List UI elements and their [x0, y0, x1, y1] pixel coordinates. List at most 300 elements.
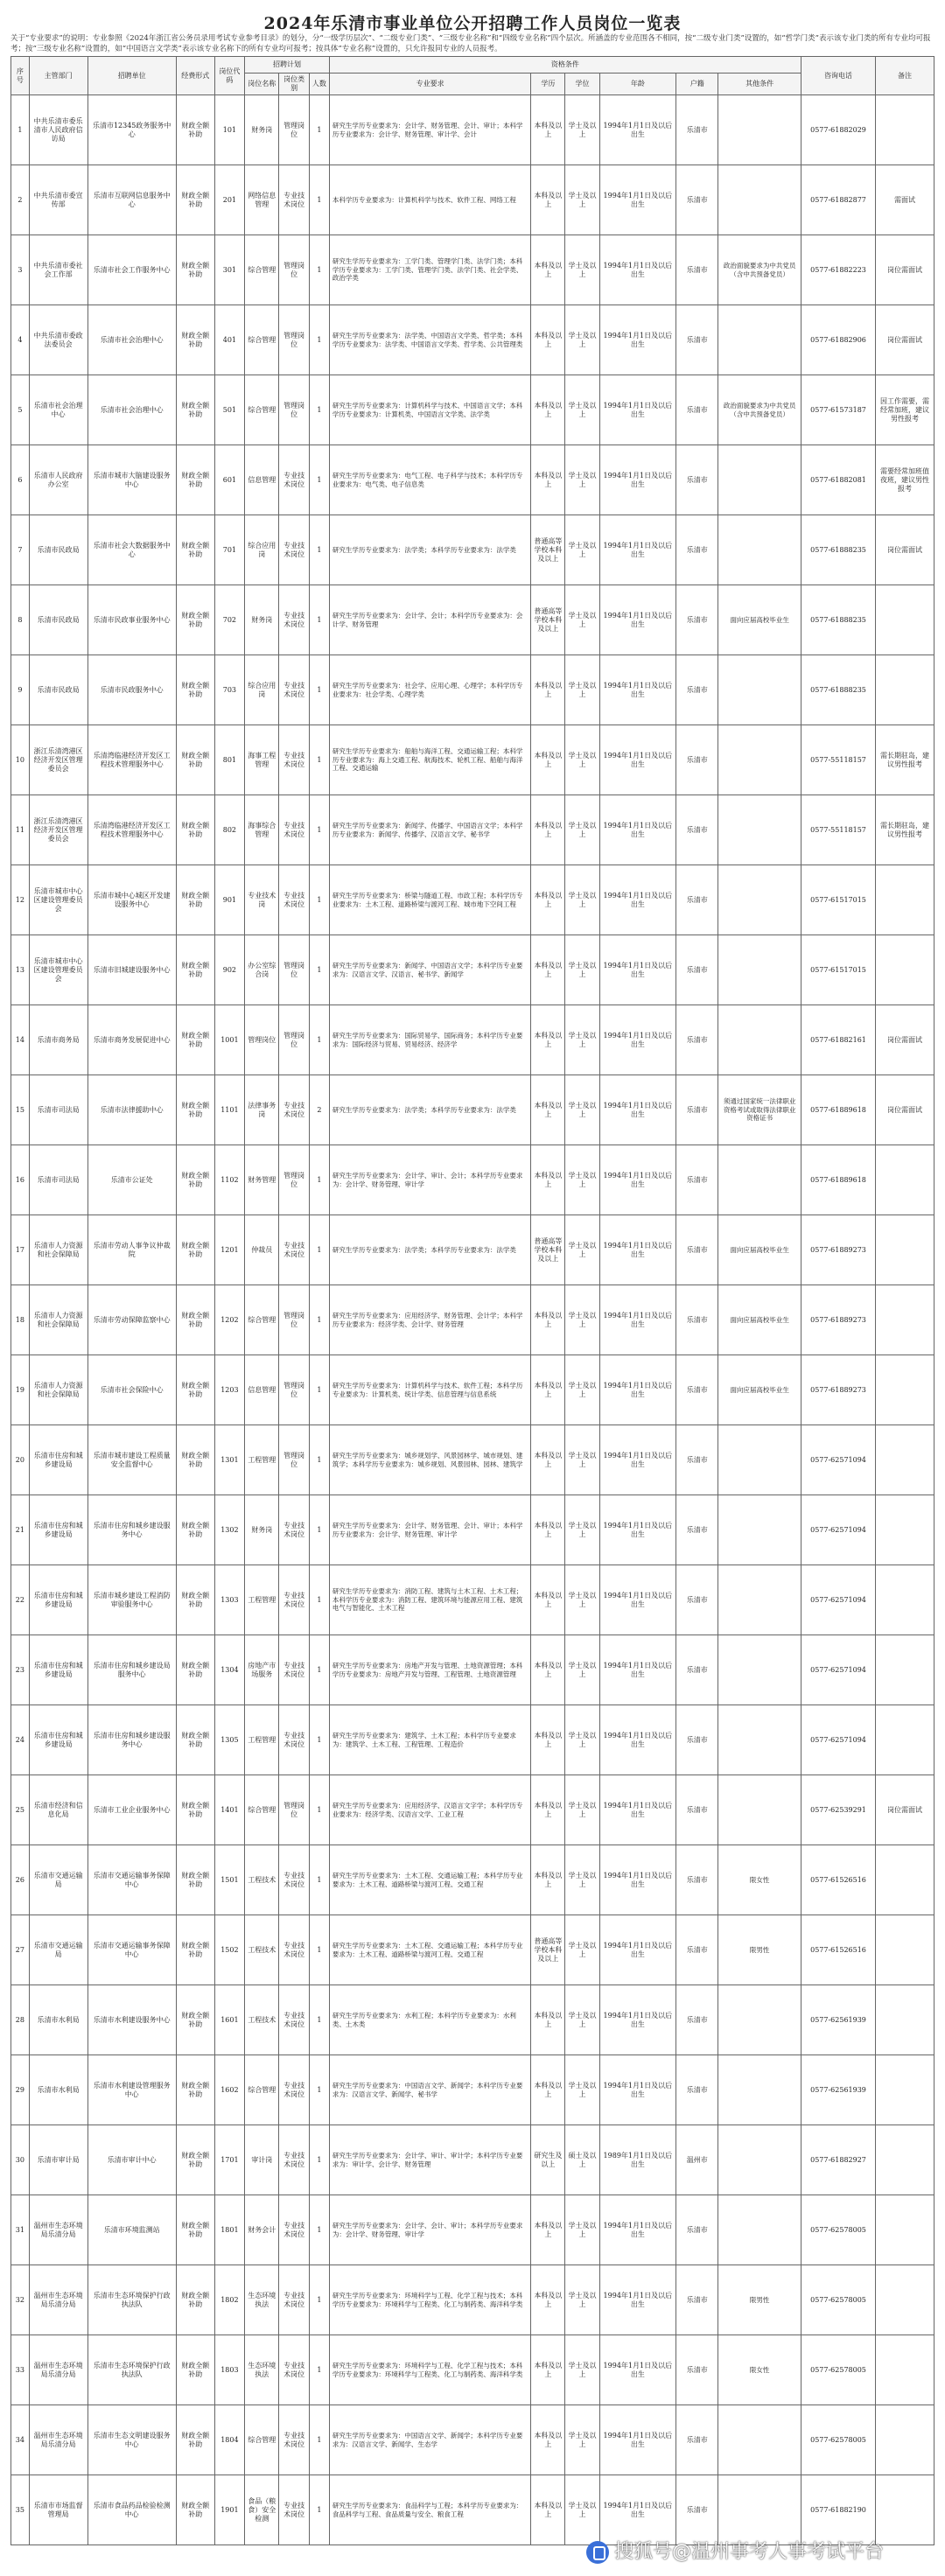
- cell-age: 1994年1月1日及以后出生: [599, 1775, 676, 1845]
- cell-dept: 中共乐清市委宣传部: [29, 165, 88, 235]
- cell-count: 1: [309, 165, 329, 235]
- cell-unit: 乐清市公证处: [88, 1145, 176, 1215]
- header-edu: 学历: [531, 74, 565, 95]
- cell-remark: [876, 655, 934, 725]
- cell-fund: 财政全额补助: [176, 1635, 214, 1705]
- cell-hukou: 乐清市: [676, 2475, 718, 2545]
- cell-phone: 0577-61882223: [801, 235, 875, 305]
- cell-degree: 学士及以上: [565, 1845, 599, 1915]
- cell-ptype: 专业技术岗位: [279, 1985, 310, 2055]
- cell-num: 21: [11, 1495, 30, 1565]
- cell-degree: 学士及以上: [565, 95, 599, 165]
- table-row: [11, 2405, 934, 2475]
- cell-fund: 财政全额补助: [176, 655, 214, 725]
- cell-major: 研究生学历专业要求为：会计学、会计、审计；本科学历专业要求为：会计学、财务管理、审计学: [329, 2195, 530, 2265]
- header-phone: 咨询电话: [801, 57, 875, 95]
- cell-age: 1994年1月1日及以后出生: [599, 2475, 676, 2545]
- cell-age: 1994年1月1日及以后出生: [599, 375, 676, 445]
- cell-dept: 乐清市人力资源和社会保障局: [29, 1215, 88, 1285]
- cell-fund: 财政全额补助: [176, 1215, 214, 1285]
- cell-count: 1: [309, 795, 329, 865]
- table-row: [11, 1495, 934, 1565]
- cell-edu: 本科及以上: [531, 1565, 565, 1635]
- cell-code: 902: [214, 935, 245, 1005]
- cell-ptype: 专业技术岗位: [279, 725, 310, 795]
- cell-unit: 乐清市生态文明建设服务中心: [88, 2405, 176, 2475]
- cell-major: 研究生学历专业要求为：计算机科学与技术、中国语言文学；本科学历专业要求为：计算机类、中国语言文学类、法学类: [329, 375, 530, 445]
- cell-pname: 财务岗: [245, 1495, 279, 1565]
- table-row: [11, 375, 934, 445]
- cell-phone: 0577-61882081: [801, 445, 875, 515]
- cell-pname: 工程技术: [245, 1845, 279, 1915]
- cell-pname: 网络信息管理: [245, 165, 279, 235]
- cell-major: 研究生学历专业要求为：会计学、财务管理、会计、审计；本科学历专业要求为：会计学、财务管理、审计学: [329, 1495, 530, 1565]
- cell-other: 面向应届高校毕业生: [718, 1355, 801, 1425]
- cell-edu: 本科及以上: [531, 935, 565, 1005]
- cell-ptype: 专业技术岗位: [279, 2265, 310, 2335]
- cell-hukou: 温州市: [676, 2125, 718, 2195]
- cell-remark: [876, 2055, 934, 2125]
- cell-age: 1994年1月1日及以后出生: [599, 1285, 676, 1355]
- cell-unit: 乐清市城中心城区开发建设服务中心: [88, 865, 176, 935]
- header-other: 其他条件: [718, 74, 801, 95]
- cell-age: 1994年1月1日及以后出生: [599, 795, 676, 865]
- cell-code: 1501: [214, 1845, 245, 1915]
- cell-phone: 0577-61526516: [801, 1845, 875, 1915]
- cell-fund: 财政全额补助: [176, 1005, 214, 1075]
- cell-hukou: 乐清市: [676, 865, 718, 935]
- table-body: [11, 95, 934, 2545]
- table-row: [11, 1145, 934, 1215]
- cell-other: [718, 1985, 801, 2055]
- cell-dept: 温州市生态环境局乐清分局: [29, 2265, 88, 2335]
- cell-other: 限男性: [718, 1915, 801, 1985]
- cell-pname: 房地产市场服务: [245, 1635, 279, 1705]
- table-row: [11, 1635, 934, 1705]
- table-row: [11, 655, 934, 725]
- header-remark: 备注: [876, 57, 934, 95]
- cell-unit: 乐清市法律援助中心: [88, 1075, 176, 1145]
- cell-unit: 乐清市民政服务中心: [88, 655, 176, 725]
- cell-fund: 财政全额补助: [176, 2055, 214, 2125]
- table-row: [11, 1355, 934, 1425]
- cell-phone: 0577-62578005: [801, 2405, 875, 2475]
- cell-num: 14: [11, 1005, 30, 1075]
- cell-other: 政治面貌要求为中共党员（含中共预备党员）: [718, 235, 801, 305]
- cell-age: 1994年1月1日及以后出生: [599, 1985, 676, 2055]
- table-row: [11, 585, 934, 655]
- cell-degree: 学士及以上: [565, 1635, 599, 1705]
- header-code: 岗位代码: [214, 57, 245, 95]
- cell-fund: 财政全额补助: [176, 375, 214, 445]
- cell-age: 1994年1月1日及以后出生: [599, 2335, 676, 2405]
- cell-degree: 学士及以上: [565, 865, 599, 935]
- cell-pname: 办公室综合岗: [245, 935, 279, 1005]
- cell-phone: 0577-61889618: [801, 1075, 875, 1145]
- cell-remark: [876, 2195, 934, 2265]
- cell-remark: [876, 1565, 934, 1635]
- cell-num: 29: [11, 2055, 30, 2125]
- table-row: [11, 305, 934, 375]
- cell-phone: 0577-61882927: [801, 2125, 875, 2195]
- cell-hukou: 乐清市: [676, 375, 718, 445]
- cell-dept: 温州市生态环境局乐清分局: [29, 2195, 88, 2265]
- cell-hukou: 乐清市: [676, 95, 718, 165]
- table-row: [11, 1425, 934, 1495]
- cell-major: 研究生学历专业要求为：计算机科学与技术、软件工程；本科学历专业要求为：计算机类、统计学类、信息管理与信息系统: [329, 1355, 530, 1425]
- cell-age: 1994年1月1日及以后出生: [599, 1005, 676, 1075]
- cell-num: 33: [11, 2335, 30, 2405]
- cell-hukou: 乐清市: [676, 1985, 718, 2055]
- cell-num: 16: [11, 1145, 30, 1215]
- cell-major: 本科学历专业要求为：计算机科学与技术、软件工程、网络工程: [329, 165, 530, 235]
- cell-unit: 乐清市交通运输事务保障中心: [88, 1845, 176, 1915]
- cell-age: 1994年1月1日及以后出生: [599, 305, 676, 375]
- cell-pname: 管理岗位: [245, 1005, 279, 1075]
- cell-dept: 温州市生态环境局乐清分局: [29, 2335, 88, 2405]
- cell-degree: 学士及以上: [565, 305, 599, 375]
- cell-pname: 信息管理: [245, 445, 279, 515]
- cell-pname: 财务会计: [245, 2195, 279, 2265]
- cell-edu: 本科及以上: [531, 305, 565, 375]
- cell-fund: 财政全额补助: [176, 2475, 214, 2545]
- cell-dept: 乐清市住房和城乡建设局: [29, 1635, 88, 1705]
- cell-hukou: 乐清市: [676, 2335, 718, 2405]
- cell-other: 限女性: [718, 2335, 801, 2405]
- cell-other: [718, 1425, 801, 1495]
- table-row: [11, 725, 934, 795]
- cell-other: [718, 1635, 801, 1705]
- cell-hukou: 乐清市: [676, 725, 718, 795]
- cell-ptype: 专业技术岗位: [279, 1075, 310, 1145]
- cell-fund: 财政全额补助: [176, 1845, 214, 1915]
- cell-hukou: 乐清市: [676, 1915, 718, 1985]
- cell-phone: 0577-61882906: [801, 305, 875, 375]
- cell-degree: 学士及以上: [565, 2405, 599, 2475]
- cell-count: 1: [309, 1915, 329, 1985]
- cell-fund: 财政全额补助: [176, 1145, 214, 1215]
- cell-ptype: 专业技术岗位: [279, 1565, 310, 1635]
- cell-dept: 乐清市民政局: [29, 585, 88, 655]
- cell-edu: 本科及以上: [531, 1845, 565, 1915]
- cell-age: 1994年1月1日及以后出生: [599, 725, 676, 795]
- cell-remark: [876, 1355, 934, 1425]
- cell-remark: [876, 2475, 934, 2545]
- cell-fund: 财政全额补助: [176, 2125, 214, 2195]
- table-row: [11, 1775, 934, 1845]
- cell-edu: 本科及以上: [531, 2405, 565, 2475]
- cell-code: 1101: [214, 1075, 245, 1145]
- cell-code: 1102: [214, 1145, 245, 1215]
- cell-age: 1994年1月1日及以后出生: [599, 1845, 676, 1915]
- table-row: [11, 865, 934, 935]
- cell-major: 研究生学历专业要求为：电气工程、电子科学与技术；本科学历专业要求为：电气类、电子信息类: [329, 445, 530, 515]
- cell-phone: 0577-62561939: [801, 2055, 875, 2125]
- cell-dept: 乐清市住房和城乡建设局: [29, 1705, 88, 1775]
- cell-unit: 乐清市商务发展促进中心: [88, 1005, 176, 1075]
- cell-count: 1: [309, 655, 329, 725]
- cell-age: 1994年1月1日及以后出生: [599, 1705, 676, 1775]
- cell-pname: 财务管理: [245, 1145, 279, 1215]
- cell-major: 研究生学历专业要求为：会计学、会计；本科学历专业要求为：会计学、财务管理: [329, 585, 530, 655]
- cell-other: 面向应届高校毕业生: [718, 585, 801, 655]
- cell-count: 1: [309, 725, 329, 795]
- cell-other: [718, 1495, 801, 1565]
- cell-ptype: 专业技术岗位: [279, 585, 310, 655]
- cell-num: 20: [11, 1425, 30, 1495]
- cell-edu: 普通高等学校本科及以上: [531, 1915, 565, 1985]
- cell-unit: 乐清市社会治理中心: [88, 305, 176, 375]
- cell-ptype: 专业技术岗位: [279, 2405, 310, 2475]
- cell-phone: 0577-61882029: [801, 95, 875, 165]
- cell-hukou: 乐清市: [676, 445, 718, 515]
- cell-age: 1994年1月1日及以后出生: [599, 1425, 676, 1495]
- cell-ptype: 专业技术岗位: [279, 445, 310, 515]
- cell-edu: 本科及以上: [531, 2055, 565, 2125]
- cell-edu: 研究生及以上: [531, 2125, 565, 2195]
- cell-other: [718, 2195, 801, 2265]
- cell-num: 28: [11, 1985, 30, 2055]
- cell-dept: 乐清市市场监督管理局: [29, 2475, 88, 2545]
- cell-degree: 学士及以上: [565, 2195, 599, 2265]
- cell-num: 19: [11, 1355, 30, 1425]
- table-row: [11, 1285, 934, 1355]
- cell-hukou: 乐清市: [676, 305, 718, 375]
- cell-other: [718, 935, 801, 1005]
- cell-pname: 综合管理: [245, 375, 279, 445]
- cell-dept: 乐清市水利局: [29, 2055, 88, 2125]
- cell-unit: 乐清市社会治理中心: [88, 375, 176, 445]
- cell-count: 1: [309, 1285, 329, 1355]
- cell-code: 601: [214, 445, 245, 515]
- cell-code: 301: [214, 235, 245, 305]
- cell-hukou: 乐清市: [676, 235, 718, 305]
- cell-dept: 温州市生态环境局乐清分局: [29, 2405, 88, 2475]
- cell-hukou: 乐清市: [676, 585, 718, 655]
- table-row: [11, 1215, 934, 1285]
- cell-unit: 乐清市劳动保障监察中心: [88, 1285, 176, 1355]
- cell-remark: [876, 1705, 934, 1775]
- cell-degree: 硕士及以上: [565, 2125, 599, 2195]
- cell-count: 1: [309, 1495, 329, 1565]
- cell-code: 1001: [214, 1005, 245, 1075]
- cell-phone: 0577-61882190: [801, 2475, 875, 2545]
- positions-table: [10, 56, 934, 2545]
- cell-degree: 学士及以上: [565, 725, 599, 795]
- cell-phone: 0577-61888235: [801, 515, 875, 585]
- cell-major: 研究生学历专业要求为：法学类；本科学历专业要求为：法学类: [329, 1075, 530, 1145]
- cell-degree: 学士及以上: [565, 795, 599, 865]
- cell-count: 2: [309, 1075, 329, 1145]
- cell-hukou: 乐清市: [676, 1495, 718, 1565]
- cell-count: 1: [309, 2335, 329, 2405]
- cell-age: 1994年1月1日及以后出生: [599, 1145, 676, 1215]
- cell-age: 1994年1月1日及以后出生: [599, 935, 676, 1005]
- cell-num: 12: [11, 865, 30, 935]
- cell-hukou: 乐清市: [676, 2055, 718, 2125]
- table-row: [11, 1565, 934, 1635]
- cell-major: 研究生学历专业要求为：水利工程；本科学历专业要求为：水利类、土木类: [329, 1985, 530, 2055]
- cell-pname: 专业技术岗: [245, 865, 279, 935]
- cell-code: 1804: [214, 2405, 245, 2475]
- cell-pname: 审计岗: [245, 2125, 279, 2195]
- cell-dept: 乐清市人民政府办公室: [29, 445, 88, 515]
- cell-code: 1601: [214, 1985, 245, 2055]
- cell-ptype: 管理岗位: [279, 1355, 310, 1425]
- cell-dept: 乐清市城市中心区建设管理委员会: [29, 865, 88, 935]
- cell-degree: 学士及以上: [565, 375, 599, 445]
- table-row: [11, 1075, 934, 1145]
- cell-degree: 学士及以上: [565, 1775, 599, 1845]
- cell-fund: 财政全额补助: [176, 725, 214, 795]
- cell-hukou: 乐清市: [676, 1005, 718, 1075]
- cell-major: 研究生学历专业要求为：建筑学、土木工程；本科学历专业要求为：建筑学、土木工程、工程管理、工程造价: [329, 1705, 530, 1775]
- cell-degree: 学士及以上: [565, 1915, 599, 1985]
- cell-pname: 食品（粮食）安全检测: [245, 2475, 279, 2545]
- table-row: [11, 1985, 934, 2055]
- cell-code: 1701: [214, 2125, 245, 2195]
- cell-degree: 学士及以上: [565, 1495, 599, 1565]
- cell-edu: 本科及以上: [531, 445, 565, 515]
- cell-remark: [876, 2405, 934, 2475]
- cell-remark: 因工作需要，需经常加班，建议男性报考: [876, 375, 934, 445]
- cell-degree: 学士及以上: [565, 1145, 599, 1215]
- cell-degree: 学士及以上: [565, 1355, 599, 1425]
- cell-fund: 财政全额补助: [176, 935, 214, 1005]
- cell-unit: 乐清市食品药品检验检测中心: [88, 2475, 176, 2545]
- cell-edu: 本科及以上: [531, 795, 565, 865]
- cell-phone: 0577-61888235: [801, 585, 875, 655]
- table-row: [11, 2475, 934, 2545]
- cell-ptype: 专业技术岗位: [279, 2125, 310, 2195]
- table-row: [11, 235, 934, 305]
- cell-num: 6: [11, 445, 30, 515]
- cell-unit: 乐清市住房和城乡建设局服务中心: [88, 1635, 176, 1705]
- cell-hukou: 乐清市: [676, 1285, 718, 1355]
- cell-age: 1994年1月1日及以后出生: [599, 1915, 676, 1985]
- cell-age: 1994年1月1日及以后出生: [599, 1635, 676, 1705]
- cell-ptype: 管理岗位: [279, 935, 310, 1005]
- cell-phone: 0577-62571094: [801, 1425, 875, 1495]
- cell-major: 研究生学历专业要求为：中国语言文学、新闻学；本科学历专业要求为：汉语言文学、新闻学、生态学: [329, 2405, 530, 2475]
- cell-fund: 财政全额补助: [176, 2195, 214, 2265]
- cell-other: 限男性: [718, 2265, 801, 2335]
- cell-pname: 工程管理: [245, 1425, 279, 1495]
- cell-fund: 财政全额补助: [176, 515, 214, 585]
- page-title: 2024年乐清市事业单位公开招聘工作人员岗位一览表: [263, 14, 682, 33]
- cell-unit: 乐清市环境监测站: [88, 2195, 176, 2265]
- cell-degree: 学士及以上: [565, 655, 599, 725]
- cell-count: 1: [309, 445, 329, 515]
- cell-phone: 0577-62571094: [801, 1565, 875, 1635]
- cell-pname: 工程技术: [245, 1985, 279, 2055]
- cell-count: 1: [309, 235, 329, 305]
- cell-count: 1: [309, 1215, 329, 1285]
- cell-degree: 学士及以上: [565, 445, 599, 515]
- cell-num: 34: [11, 2405, 30, 2475]
- cell-code: 801: [214, 725, 245, 795]
- cell-remark: 需长期驻岛，建议男性报考: [876, 795, 934, 865]
- cell-num: 13: [11, 935, 30, 1005]
- cell-dept: 乐清市住房和城乡建设局: [29, 1565, 88, 1635]
- cell-hukou: 乐清市: [676, 2405, 718, 2475]
- cell-num: 11: [11, 795, 30, 865]
- cell-major: 研究生学历专业要求为：新闻学、中国语言文学；本科学历专业要求为：汉语言文学、汉语言、秘书学、新闻学: [329, 935, 530, 1005]
- cell-phone: 0577-62578005: [801, 2265, 875, 2335]
- cell-remark: [876, 865, 934, 935]
- table-row: [11, 1705, 934, 1775]
- cell-other: [718, 305, 801, 375]
- cell-dept: 乐清市社会治理中心: [29, 375, 88, 445]
- header-cond: 资格条件: [329, 57, 801, 74]
- cell-dept: 中共乐清市委乐清市人民政府信访局: [29, 95, 88, 165]
- table-row: [11, 2335, 934, 2405]
- cell-major: 研究生学历专业要求为：消防工程、建筑与土木工程、土木工程；本科学历专业要求为：消防工程、建筑环境与能源应用工程、建筑电气与智能化、土木工程: [329, 1565, 530, 1635]
- cell-degree: 学士及以上: [565, 515, 599, 585]
- header-unit: 招聘单位: [88, 57, 176, 95]
- cell-code: 1302: [214, 1495, 245, 1565]
- cell-other: [718, 2125, 801, 2195]
- cell-ptype: 管理岗位: [279, 95, 310, 165]
- cell-phone: 0577-62578005: [801, 2335, 875, 2405]
- cell-num: 5: [11, 375, 30, 445]
- cell-num: 31: [11, 2195, 30, 2265]
- cell-remark: [876, 585, 934, 655]
- cell-other: 限女性: [718, 1845, 801, 1915]
- cell-count: 1: [309, 585, 329, 655]
- cell-hukou: 乐清市: [676, 1215, 718, 1285]
- cell-other: 面向应届高校毕业生: [718, 1215, 801, 1285]
- cell-unit: 乐清市劳动人事争议仲裁院: [88, 1215, 176, 1285]
- cell-code: 701: [214, 515, 245, 585]
- cell-major: 研究生学历专业要求为：食品科学与工程；本科学历专业要求为：食品科学与工程、食品质量与安全、粮食工程: [329, 2475, 530, 2545]
- cell-unit: 乐清市互联网信息服务中心: [88, 165, 176, 235]
- cell-other: [718, 655, 801, 725]
- cell-dept: 乐清市城市中心区建设管理委员会: [29, 935, 88, 1005]
- cell-age: 1994年1月1日及以后出生: [599, 655, 676, 725]
- cell-phone: 0577-62571094: [801, 1705, 875, 1775]
- cell-num: 30: [11, 2125, 30, 2195]
- cell-edu: 本科及以上: [531, 1145, 565, 1215]
- cell-degree: 学士及以上: [565, 2265, 599, 2335]
- cell-ptype: 专业技术岗位: [279, 1635, 310, 1705]
- table-row: [11, 445, 934, 515]
- cell-hukou: 乐清市: [676, 1565, 718, 1635]
- cell-edu: 本科及以上: [531, 95, 565, 165]
- cell-dept: 乐清市经济和信息化局: [29, 1775, 88, 1845]
- cell-pname: 综合管理: [245, 235, 279, 305]
- cell-num: 7: [11, 515, 30, 585]
- cell-edu: 本科及以上: [531, 375, 565, 445]
- cell-phone: 0577-55118157: [801, 795, 875, 865]
- table-row: [11, 515, 934, 585]
- table-row: [11, 95, 934, 165]
- cell-fund: 财政全额补助: [176, 1565, 214, 1635]
- cell-ptype: 管理岗位: [279, 1285, 310, 1355]
- cell-remark: [876, 1635, 934, 1705]
- cell-num: 9: [11, 655, 30, 725]
- cell-fund: 财政全额补助: [176, 2405, 214, 2475]
- cell-dept: 乐清市审计局: [29, 2125, 88, 2195]
- cell-phone: 0577-61526516: [801, 1915, 875, 1985]
- cell-edu: 本科及以上: [531, 2265, 565, 2335]
- cell-code: 1801: [214, 2195, 245, 2265]
- cell-remark: [876, 935, 934, 1005]
- cell-code: 1901: [214, 2475, 245, 2545]
- cell-count: 1: [309, 1565, 329, 1635]
- cell-code: 702: [214, 585, 245, 655]
- cell-pname: 综合管理: [245, 2055, 279, 2125]
